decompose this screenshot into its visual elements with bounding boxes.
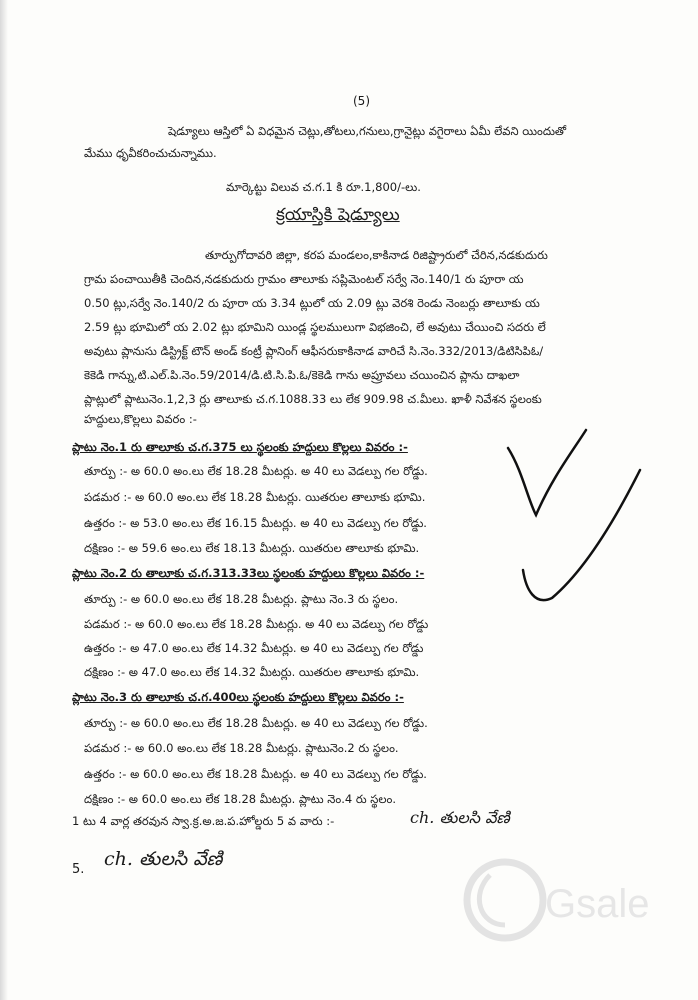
description-line-7: ప్లాట్లులో ప్లాటునెం.1,2,3 ర్లు తాలూకు చ.గ.1088.33 లు లేక 909.98 చ.మీలు. ఖాళీ నివేశన స్థలంకు	[84, 392, 542, 406]
description-line-2: గ్రామ పంచాయితీకి చెందిన,నడకుదురు గ్రామం తాలూకు సప్లిమెంటల్ సర్వే నెం.140/1 రు పూరా య	[84, 272, 524, 286]
plot-2-west: పడమర :- అ 60.0 అం.లు లేక 18.28 మీటర్లు. అ 40 లు వెడల్పు గల రోడ్డు	[84, 617, 429, 631]
page-number: (5)	[353, 94, 370, 108]
closing-line: 1 టు 4 వార్ల తరవున స్వా.క్ర.అ.జ.ప.హోల్డరు 5 వ వారు :-	[72, 814, 335, 828]
plot-3-north: ఉత్తరం :- అ 60.0 అం.లు లేక 18.28 మీటర్లు. అ 40 లు వెడల్పు గల రోడ్డు.	[84, 767, 427, 781]
description-line-3: 0.50 ట్లు,సర్వే నెం.140/2 రు పూరా య 3.34 ట్లులో య 2.09 ట్లు వెరశి రెండు నెంబర్లు తాలూకు య	[84, 296, 540, 310]
description-line-8: హద్దులు,కొల్లలు వివరం :-	[84, 412, 197, 426]
plot-2-north: ఉత్తరం :- అ 47.0 అం.లు లేక 14.32 మీటర్లు. అ 40 లు వెడల్పు గల రోడ్డు	[84, 641, 424, 655]
signature-1: ch. తులసి వేణి	[410, 808, 510, 827]
intro-line-1: షెడ్యూలు ఆస్తిలో ఏ విధమైన చెట్లు,తోటలు,గనులు,గ్రానైట్లు వగైరాలు ఏమీ లేవని యిందుతో	[168, 124, 567, 138]
plot-3-east: తూర్పు :- అ 60.0 అం.లు లేక 18.28 మీటర్లు. అ 40 లు వెడల్పు గల రోడ్డు.	[84, 716, 428, 730]
market-value: మార్కెట్టు విలువ చ.గ.1 కి రూ.1,800/-లు.	[226, 180, 421, 194]
plot-2-south: దక్షిణం :- అ 47.0 అం.లు లేక 14.32 మీటర్లు. యితరుల తాలూకు భూమి.	[84, 665, 420, 679]
plot-3-west: పడమర :- అ 60.0 అం.లు లేక 18.28 మీటర్లు. ప్లాటునెం.2 రు స్థలం.	[84, 741, 399, 755]
plot-1-west: పడమర :- అ 60.0 అం.లు లేక 18.28 మీటర్లు. యితరుల తాలూకు భూమి.	[84, 490, 426, 504]
plot-2-east: తూర్పు :- అ 60.0 అం.లు లేక 18.28 మీటర్లు. ప్లాటు నెం.3 రు స్థలం.	[84, 592, 399, 606]
plot-1-east: తూర్పు :- అ 60.0 అం.లు లేక 18.28 మీటర్లు. అ 40 లు వెడల్పు గల రోడ్డు.	[84, 464, 428, 478]
plot-1-title: ప్లాటు నెం.1 రు తాలూకు చ.గ.375 లు స్థలంకు హద్దులు కొల్లలు వివరం :-	[72, 440, 408, 454]
description-line-1: తూర్పుగోదావరి జిల్లా, కరప మండలం,కాకినాడ రిజిష్ట్రారులో చేరిన,నడకుదురు	[205, 248, 548, 262]
intro-line-2: మేము ధృవీకరించుచున్నాము.	[84, 146, 217, 160]
description-line-6: కెకెడి గాన్ను,టి.ఎల్.పి.నెం.59/2014/డి.టి.సి.పి.ఓ/కెకెడి గాను అప్రూవలు చయించిన ప్లాను దాఖలా	[84, 368, 520, 382]
gsale-watermark-icon	[467, 862, 543, 938]
plot-1-north: ఉత్తరం :- అ 53.0 అం.లు లేక 16.15 మీటర్లు. అ 40 లు వెడల్పు గల రోడ్డు.	[84, 516, 427, 530]
description-line-4: 2.59 ట్లు భూమిలో య 2.02 ట్లు భూమిని యిండ్ల స్థలములుగా విభజించి, లే అవుటు చేయించి సదరు లే	[84, 320, 546, 334]
schedule-heading: క్రయాస్తికి షెడ్యూలు	[276, 205, 400, 225]
plot-3-title: ప్లాటు నెం.3 రు తాలూకు చ.గ.400లు స్థలంకు హద్దులు కొల్లలు వివరం :-	[72, 690, 404, 704]
signature-2: ch. తులసి వేణి	[104, 848, 223, 870]
witness-number: 5.	[72, 862, 85, 877]
plot-2-title: ప్లాటు నెం.2 రు తాలూకు చ.గ.313.33లు స్థలంకు హద్దులు కొల్లలు వివరం :-	[72, 566, 425, 580]
description-line-5: అవుటు ప్లానుసు డిస్ట్రిక్ట్ టౌన్ అండ్ కంట్రీ ప్లానింగ్ ఆఫీసరుకాకినాడ వారిచే సి.నెం.332/2013/డిటిసిపిఓ/	[84, 344, 544, 358]
plot-1-south: దక్షిణం :- అ 59.6 అం.లు లేక 18.13 మీటర్లు. యితరుల తాలూకు భూమి.	[84, 541, 420, 555]
watermark-text: Gsale	[545, 882, 650, 926]
plot-3-south: దక్షిణం :- అ 60.0 అం.లు లేక 18.28 మీటర్లు. ప్లాటు నెం.4 రు స్థలం.	[84, 792, 396, 806]
